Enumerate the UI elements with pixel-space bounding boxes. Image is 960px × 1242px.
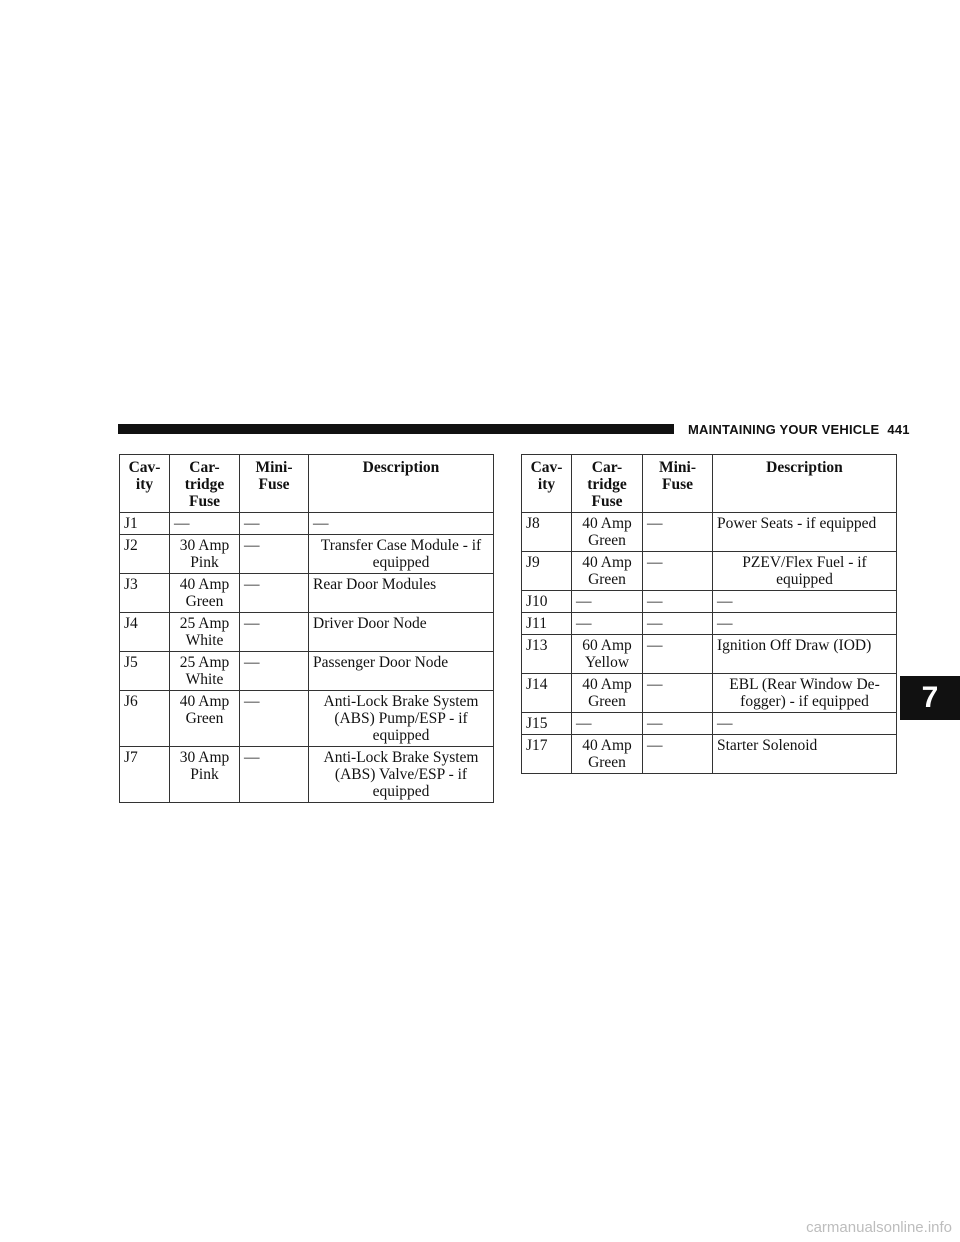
cavity-cell: J4: [120, 613, 170, 652]
cell-text-line: Green: [185, 710, 224, 727]
cell-text-line: 40 Amp: [582, 737, 632, 754]
cell-text-line: 40 Amp: [582, 515, 632, 532]
cell-text-line: equipped: [372, 783, 430, 800]
description-cell: [713, 513, 897, 552]
description-cell: [713, 591, 897, 613]
cavity-cell: J9: [522, 552, 572, 591]
cartridge-fuse-cell: [572, 674, 643, 713]
description-cell: [309, 513, 494, 535]
description-cell: [713, 735, 897, 774]
description-cell: [309, 535, 494, 574]
cavity-cell: J15: [522, 713, 572, 735]
header-mini-fuse: [643, 455, 713, 513]
mini-fuse-cell: —: [643, 735, 713, 774]
header-mini-fuse: [240, 455, 309, 513]
cell-text-line: PZEV/Flex Fuel - if: [742, 554, 867, 571]
cell-text-line: Pink: [190, 554, 219, 571]
cell-text-line: —: [174, 515, 190, 532]
header-cartridge-fuse: [572, 455, 643, 513]
cell-text-line: (ABS) Pump/ESP - if: [334, 710, 468, 727]
description-cell: [713, 674, 897, 713]
cell-text-line: —: [576, 715, 592, 732]
cell-text-line: equipped: [372, 554, 430, 571]
cell-text-line: Mini-: [255, 459, 293, 476]
cell-text-line: Fuse: [662, 476, 693, 493]
cartridge-fuse-cell: [572, 635, 643, 674]
cell-text-line: —: [717, 593, 733, 610]
mini-fuse-cell: —: [240, 574, 309, 613]
cavity-cell: J2: [120, 535, 170, 574]
mini-fuse-cell: —: [240, 513, 309, 535]
header-description: Description: [309, 455, 494, 513]
cell-text-line: Green: [588, 571, 626, 588]
cell-text-line: Green: [588, 754, 626, 771]
cell-text-line: Green: [588, 693, 626, 710]
cell-text-line: —: [717, 715, 733, 732]
cell-text-line: fogger) - if equipped: [740, 693, 869, 710]
page-number: 441: [887, 422, 910, 437]
cartridge-fuse-cell: [170, 535, 240, 574]
table-row: [522, 613, 897, 635]
cell-text-line: 25 Amp: [179, 654, 230, 671]
section-title: MAINTAINING YOUR VEHICLE: [688, 422, 880, 437]
cell-text-line: Mini-: [658, 459, 697, 476]
cavity-cell: J11: [522, 613, 572, 635]
header-cavity: [522, 455, 572, 513]
cell-text-line: Yellow: [584, 654, 630, 671]
cell-text-line: 60 Amp: [582, 637, 632, 654]
cell-text-line: Fuse: [591, 493, 623, 510]
cartridge-fuse-cell: [572, 513, 643, 552]
cartridge-fuse-cell: [170, 691, 240, 747]
cell-text-line: Ignition Off Draw (IOD): [717, 637, 872, 654]
cell-text-line: Car-: [591, 459, 623, 476]
mini-fuse-cell: —: [643, 674, 713, 713]
cell-text-line: equipped: [372, 727, 430, 744]
cell-text-line: Power Seats - if equipped: [717, 515, 877, 532]
cavity-cell: J7: [120, 747, 170, 803]
mini-fuse-cell: —: [643, 713, 713, 735]
watermark: carmanualsonline.info: [806, 1219, 952, 1236]
cartridge-fuse-cell: [170, 574, 240, 613]
cell-text-line: —: [576, 615, 592, 632]
mini-fuse-cell: —: [240, 613, 309, 652]
cartridge-fuse-cell: [572, 713, 643, 735]
description-cell: [309, 613, 494, 652]
mini-fuse-cell: —: [643, 613, 713, 635]
description-cell: [309, 574, 494, 613]
table-row: [522, 513, 897, 552]
fuse-table-left: [119, 454, 494, 803]
cell-text-line: 40 Amp: [179, 576, 230, 593]
table-row: [522, 635, 897, 674]
mini-fuse-cell: —: [240, 652, 309, 691]
mini-fuse-cell: —: [643, 591, 713, 613]
header-cavity: [120, 455, 170, 513]
cell-text-line: EBL (Rear Window De-: [729, 676, 880, 693]
cell-text-line: tridge: [184, 476, 225, 493]
table-row: [522, 713, 897, 735]
cell-text-line: Anti-Lock Brake System: [323, 749, 479, 766]
cell-text-line: —: [576, 593, 592, 610]
cartridge-fuse-cell: [170, 613, 240, 652]
description-cell: [309, 652, 494, 691]
cavity-cell: J13: [522, 635, 572, 674]
table-row: [120, 513, 494, 535]
table-header-row: [120, 455, 494, 513]
cartridge-fuse-cell: [572, 613, 643, 635]
cell-text-line: Green: [588, 532, 626, 549]
table-row: [522, 735, 897, 774]
cell-text-line: Pink: [190, 766, 219, 783]
table-row: [120, 535, 494, 574]
cell-text-line: Passenger Door Node: [313, 654, 449, 671]
cavity-cell: J17: [522, 735, 572, 774]
description-cell: [713, 635, 897, 674]
cell-text-line: Transfer Case Module - if: [320, 537, 482, 554]
table-row: [120, 747, 494, 803]
mini-fuse-cell: —: [643, 635, 713, 674]
table-header-row: [522, 455, 897, 513]
cavity-cell: J1: [120, 513, 170, 535]
cell-text-line: 25 Amp: [179, 615, 230, 632]
description-cell: [309, 691, 494, 747]
cartridge-fuse-cell: [170, 652, 240, 691]
cavity-cell: J6: [120, 691, 170, 747]
mini-fuse-cell: —: [240, 747, 309, 803]
running-header: [688, 422, 910, 437]
cell-text-line: 40 Amp: [582, 554, 632, 571]
table-row: [522, 674, 897, 713]
cell-text-line: —: [313, 515, 329, 532]
cell-text-line: ity: [135, 476, 154, 493]
cell-text-line: ity: [537, 476, 556, 493]
description-cell: [713, 552, 897, 591]
cell-text-line: 30 Amp: [179, 749, 230, 766]
cavity-cell: J3: [120, 574, 170, 613]
cell-text-line: Anti-Lock Brake System: [323, 693, 479, 710]
mini-fuse-cell: —: [240, 535, 309, 574]
cell-text-line: Starter Solenoid: [717, 737, 818, 754]
table-row: [522, 552, 897, 591]
cell-text-line: Driver Door Node: [313, 615, 427, 632]
cell-text-line: Green: [185, 593, 224, 610]
cell-text-line: Cav-: [128, 459, 161, 476]
cell-text-line: Rear Door Modules: [313, 576, 437, 593]
fuse-table-right: [521, 454, 897, 774]
header-cartridge-fuse: [170, 455, 240, 513]
cavity-cell: J14: [522, 674, 572, 713]
cell-text-line: 40 Amp: [582, 676, 632, 693]
cell-text-line: Fuse: [189, 493, 220, 510]
cell-text-line: equipped: [776, 571, 833, 588]
table-row: [522, 591, 897, 613]
description-cell: [309, 747, 494, 803]
cell-text-line: tridge: [587, 476, 627, 493]
mini-fuse-cell: —: [643, 552, 713, 591]
mini-fuse-cell: —: [643, 513, 713, 552]
description-cell: [713, 613, 897, 635]
mini-fuse-cell: —: [240, 691, 309, 747]
cartridge-fuse-cell: [170, 747, 240, 803]
cartridge-fuse-cell: [572, 735, 643, 774]
table-row: [120, 652, 494, 691]
table-row: [120, 691, 494, 747]
cell-text-line: Cav-: [530, 459, 563, 476]
cartridge-fuse-cell: [572, 591, 643, 613]
header-description: Description: [713, 455, 897, 513]
cell-text-line: 30 Amp: [179, 537, 230, 554]
cartridge-fuse-cell: [572, 552, 643, 591]
cartridge-fuse-cell: [170, 513, 240, 535]
cell-text-line: 40 Amp: [179, 693, 230, 710]
cell-text-line: (ABS) Valve/ESP - if: [334, 766, 468, 783]
cavity-cell: J5: [120, 652, 170, 691]
cell-text-line: Fuse: [258, 476, 290, 493]
table-row: [120, 613, 494, 652]
cell-text-line: White: [185, 632, 224, 649]
cavity-cell: J8: [522, 513, 572, 552]
table-row: [120, 574, 494, 613]
cell-text-line: —: [717, 615, 733, 632]
cavity-cell: J10: [522, 591, 572, 613]
header-rule: [118, 424, 674, 434]
description-cell: [713, 713, 897, 735]
chapter-tab[interactable]: 7: [900, 676, 960, 720]
cell-text-line: White: [185, 671, 224, 688]
cell-text-line: Car-: [189, 459, 220, 476]
